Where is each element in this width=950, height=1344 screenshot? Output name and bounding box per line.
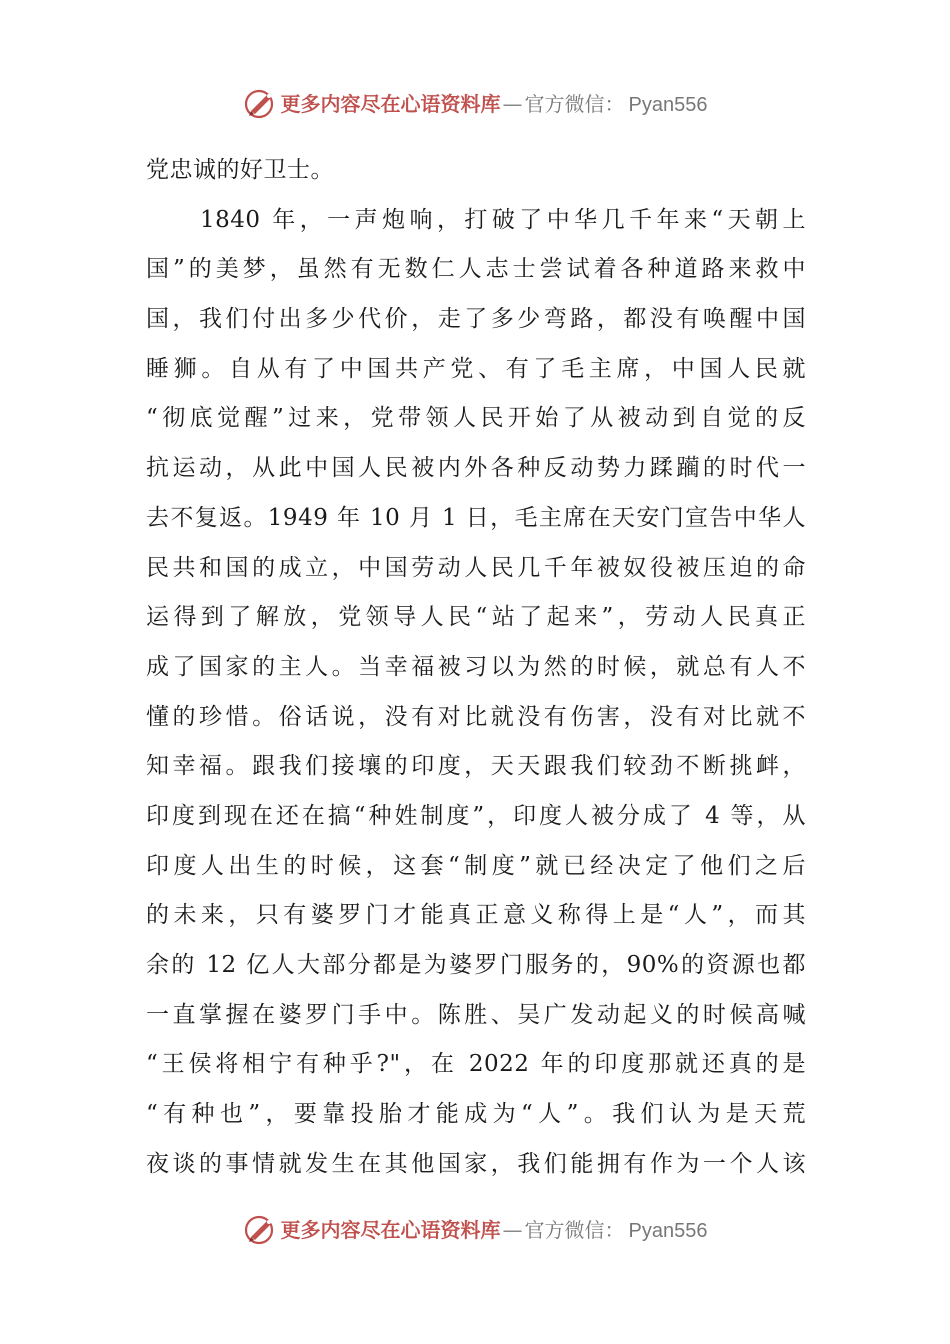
text-line: 夜谈的事情就发生在其他国家，我们能拥有作为一个人该 — [146, 1150, 806, 1177]
watermark-dash: — — [502, 91, 523, 116]
document-body — [146, 146, 806, 1189]
pen-logo-icon — [243, 1213, 277, 1247]
watermark-id: Pyan556 — [628, 93, 708, 116]
watermark-dash: — — [502, 1217, 523, 1242]
text-line: 去不复返。1949 年 10 月 1 日，毛主席在天安门宣告中华人 — [146, 504, 806, 531]
text-line: 知幸福。跟我们接壤的印度，天天跟我们较劲不断挑衅， — [146, 753, 806, 780]
header-watermark — [0, 84, 950, 124]
watermark-brand: 更多内容尽在心语资料库 — [280, 91, 501, 116]
text-line: “有种也”，要靠投胎才能成为“人”。我们认为是天荒 — [146, 1101, 806, 1128]
footer-watermark — [0, 1210, 950, 1250]
text-line: 一直掌握在婆罗门手中。陈胜、吴广发动起义的时候高喊 — [146, 1001, 806, 1028]
pen-logo-icon — [243, 87, 277, 121]
text-line: 抗运动，从此中国人民被内外各种反动势力蹂躏的时代一 — [146, 455, 806, 482]
text-line: 的未来，只有婆罗门才能真正意义称得上是“人”，而其 — [146, 902, 806, 929]
text-line: 党忠诚的好卫士。 — [146, 157, 334, 183]
text-line: 成了国家的主人。当幸福被习以为然的时候，就总有人不 — [146, 653, 806, 680]
text-line: 懂的珍惜。俗话说，没有对比就没有伤害，没有对比就不 — [146, 703, 806, 730]
text-line: 1840 年，一声炮响，打破了中华几千年来“天朝上 — [200, 206, 806, 233]
text-line: 民共和国的成立，中国劳动人民几千年被奴役被压迫的命 — [146, 554, 806, 581]
text-line: “彻底觉醒”过来，党带领人民开始了从被动到自觉的反 — [146, 405, 806, 432]
watermark-text — [280, 1217, 708, 1242]
watermark-text — [280, 91, 708, 116]
watermark-id: Pyan556 — [628, 1219, 708, 1242]
text-line: 睡狮。自从有了中国共产党、有了毛主席，中国人民就 — [146, 355, 806, 382]
text-line: 印度人出生的时候，这套“制度”就已经决定了他们之后 — [146, 852, 806, 879]
text-line: 运得到了解放，党领导人民“站了起来”，劳动人民真正 — [146, 604, 806, 631]
text-line: 印度到现在还在搞“种姓制度”，印度人被分成了 4 等，从 — [146, 802, 806, 829]
watermark-label: 官方微信： — [524, 91, 625, 116]
text-line: 国”的美梦，虽然有无数仁人志士尝试着各种道路来救中 — [146, 256, 806, 283]
watermark-label: 官方微信： — [524, 1217, 625, 1242]
watermark-brand: 更多内容尽在心语资料库 — [280, 1217, 501, 1242]
text-line: “王侯将相宁有种乎?"，在 2022 年的印度那就还真的是 — [146, 1051, 806, 1078]
text-line: 国，我们付出多少代价，走了多少弯路，都没有唤醒中国 — [146, 306, 806, 333]
text-line: 余的 12 亿人大部分都是为婆罗门服务的，90%的资源也都 — [146, 952, 806, 978]
